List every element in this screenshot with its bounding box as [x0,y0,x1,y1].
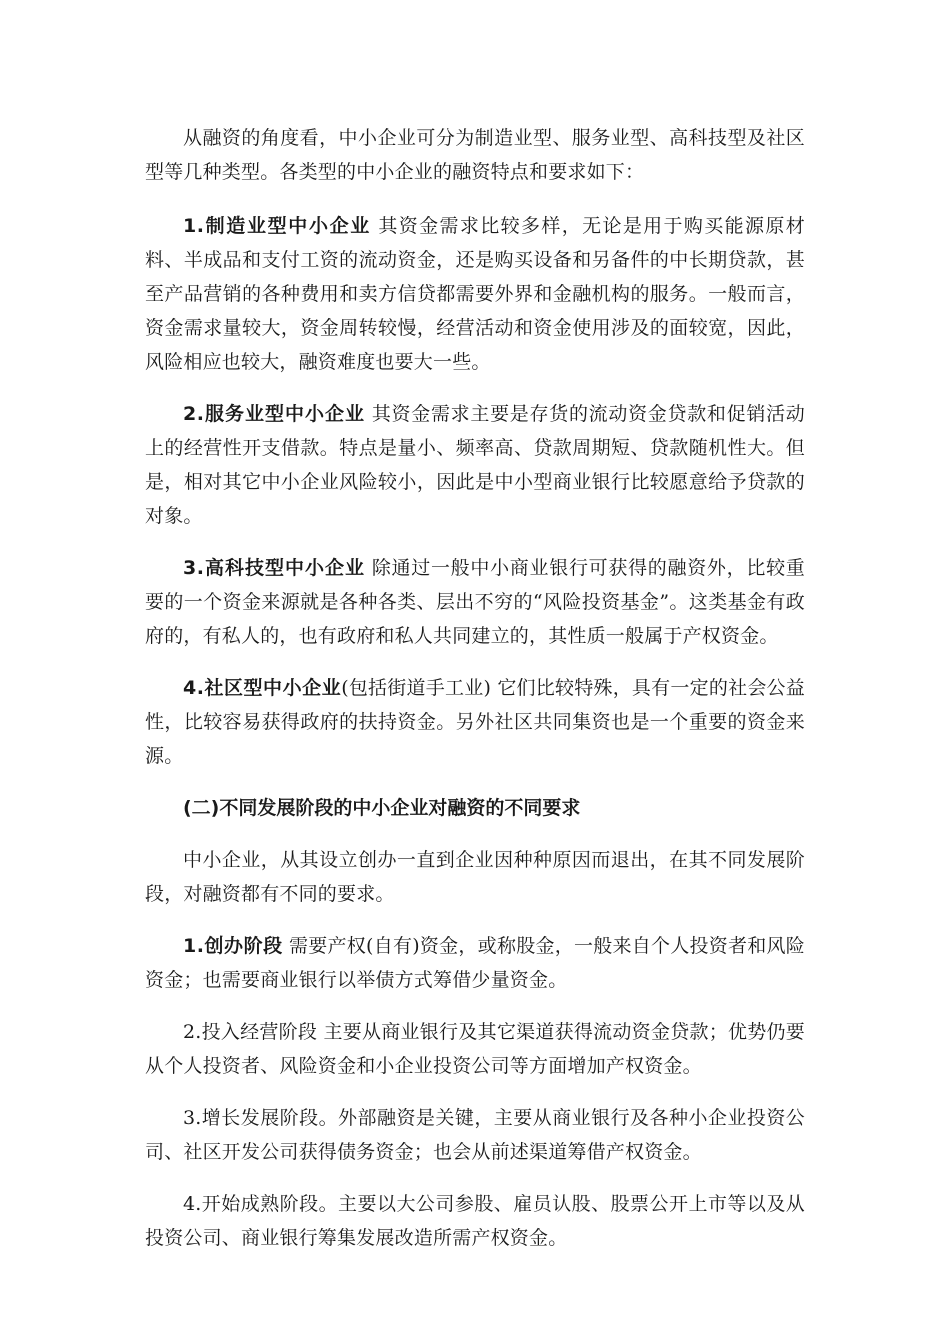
stage-paragraph-operation: 2.投入经营阶段 主要从商业银行及其它渠道获得流动资金贷款；优势仍要从个人投资者、风险资金和小企业投资公司等方面增加产权资金。 [145,1021,805,1077]
stage-title-startup: 1.创办阶段 [183,935,283,957]
type-text-community: (包括街道手工业) 它们比较特殊，具有一定的社会公益性，比较容易获得政府的扶持资金。另外社区共同集资也是一个重要的资金来源。 [145,677,805,767]
type-title-manufacturing: 1.制造业型中小企业 [183,215,371,237]
intro-paragraph: 从融资的角度看，中小企业可分为制造业型、服务业型、高科技型及社区型等几种类型。各类型的中小企业的融资特点和要求如下： [145,127,805,183]
section-intro-paragraph: 中小企业，从其设立创办一直到企业因种种原因而退出，在其不同发展阶段，对融资都有不同的要求。 [145,849,805,905]
stage-text-startup: 需要产权(自有)资金，或称股金，一般来自个人投资者和风险资金；也需要商业银行以举债方式筹借少量资金。 [145,935,805,991]
type-title-service: 2.服务业型中小企业 [183,403,366,425]
type-text-hightech: 除通过一般中小商业银行可获得的融资外，比较重要的一个资金来源就是各种各类、层出不穷的“风险投资基金”。这类基金有政府的，有私人的，也有政府和私人共同建立的，其性质一般属于产权资金。 [145,557,805,647]
type-text-service: 其资金需求主要是存货的流动资金贷款和促销活动上的经营性开支借款。特点是量小、频率高、贷款周期短、贷款随机性大。但是，相对其它中小企业风险较小，因此是中小型商业银行比较愿意给予贷款的对象。 [145,403,805,527]
type-paragraph-manufacturing [145,209,805,379]
stage-paragraph-growth: 3.增长发展阶段。外部融资是关键，主要从商业银行及各种小企业投资公司、社区开发公司获得债务资金；也会从前述渠道筹借产权资金。 [145,1107,805,1163]
type-title-community: 4.社区型中小企业 [183,677,342,699]
type-paragraph-community [145,671,805,773]
document-body [145,121,805,1273]
type-paragraph-service [145,397,805,533]
type-paragraph-hightech [145,551,805,653]
stage-paragraph-startup [145,929,805,997]
type-text-manufacturing: 其资金需求比较多样，无论是用于购买能源原材料、半成品和支付工资的流动资金，还是购买设备和另备件的中长期贷款，甚至产品营销的各种费用和卖方信贷都需要外界和金融机构的服务。一般而言，资金需求量较大，资金周转较慢，经营活动和资金使用涉及的面较宽，因此，风险相应也较大，融资难度也要大一些。 [145,215,805,373]
section-heading: (二)不同发展阶段的中小企业对融资的不同要求 [183,797,581,819]
stage-paragraph-maturity: 4.开始成熟阶段。主要以大公司参股、雇员认股、股票公开上市等以及从投资公司、商业银行筹集发展改造所需产权资金。 [145,1193,805,1249]
type-title-hightech: 3.高科技型中小企业 [183,557,366,579]
